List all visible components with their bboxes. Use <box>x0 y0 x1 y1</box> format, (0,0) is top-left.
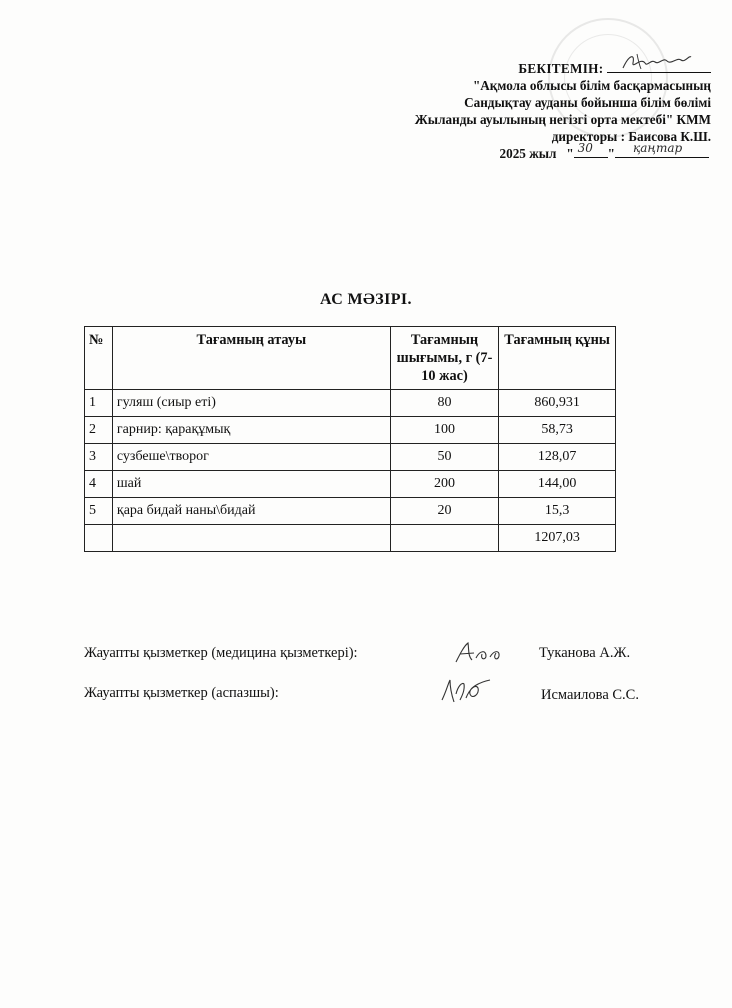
approval-title: БЕКІТЕМІН: <box>518 61 604 76</box>
row-qty: 20 <box>390 498 498 525</box>
row-price: 15,3 <box>499 498 616 525</box>
row-name: сузбеше\творог <box>112 444 390 471</box>
row-price: 128,07 <box>499 444 616 471</box>
row-price: 144,00 <box>499 471 616 498</box>
table-row <box>85 417 616 444</box>
row-no: 5 <box>85 498 113 525</box>
row-name: гарнир: қарақұмық <box>112 417 390 444</box>
medic-label: Жауапты қызметкер (медицина қызметкері): <box>84 645 358 661</box>
row-name: гуляш (сиыр еті) <box>112 390 390 417</box>
header-no: № <box>85 327 113 390</box>
director-signature <box>607 60 711 73</box>
approval-month: қаңтар <box>615 145 709 158</box>
menu-table <box>84 326 616 552</box>
director-signature-icon <box>619 51 695 73</box>
header-qty: Тағамның шығымы, г (7-10 жас) <box>390 327 498 390</box>
cook-signature <box>436 674 506 708</box>
table-row <box>85 444 616 471</box>
bleed-through-text <box>86 62 89 200</box>
document-title: АС МӘЗІРІ. <box>320 291 412 308</box>
table-header-row <box>85 327 616 390</box>
row-qty: 100 <box>390 417 498 444</box>
approval-block: БЕКІТЕМІН: "Ақмола облысы білім басқармасының Сандықтау ауданы бойынша білім бөлімі Жыланды ауылының негізгі орта мектебі" КММ директоры : Баисова К.Ш. 2025 жыл " 30 " қаңтар <box>415 60 711 162</box>
medic-signature-icon <box>452 640 522 666</box>
row-price: 58,73 <box>499 417 616 444</box>
approval-line-1: "Ақмола облысы білім басқармасының <box>472 78 711 93</box>
approval-line-3: Жыланды ауылының негізгі орта мектебі" КММ <box>414 112 711 127</box>
approval-line-2: Сандықтау ауданы бойынша білім бөлімі <box>464 95 711 110</box>
approval-year: 2025 жыл <box>499 146 557 161</box>
table-total-row <box>85 525 616 552</box>
total-price: 1207,03 <box>499 525 616 552</box>
row-qty: 50 <box>390 444 498 471</box>
table-row <box>85 471 616 498</box>
row-name: қара бидай наны\бидай <box>112 498 390 525</box>
approval-day: 30 <box>574 145 608 158</box>
cook-signature-icon <box>436 674 506 708</box>
row-no: 1 <box>85 390 113 417</box>
approval-line-4: директоры : Баисова К.Ш. <box>551 129 711 144</box>
row-qty: 80 <box>390 390 498 417</box>
cook-name: Исмаилова С.С. <box>541 687 639 703</box>
row-qty: 200 <box>390 471 498 498</box>
medic-name: Туканова А.Ж. <box>539 645 631 661</box>
header-price: Тағамның құны <box>499 327 616 390</box>
row-no: 4 <box>85 471 113 498</box>
cook-label: Жауапты қызметкер (аспазшы): <box>84 685 279 701</box>
medic-signature <box>452 640 522 666</box>
table-row <box>85 498 616 525</box>
header-name: Тағамның атауы <box>112 327 390 390</box>
row-no: 3 <box>85 444 113 471</box>
row-no: 2 <box>85 417 113 444</box>
table-row <box>85 390 616 417</box>
row-price: 860,931 <box>499 390 616 417</box>
row-name: шай <box>112 471 390 498</box>
